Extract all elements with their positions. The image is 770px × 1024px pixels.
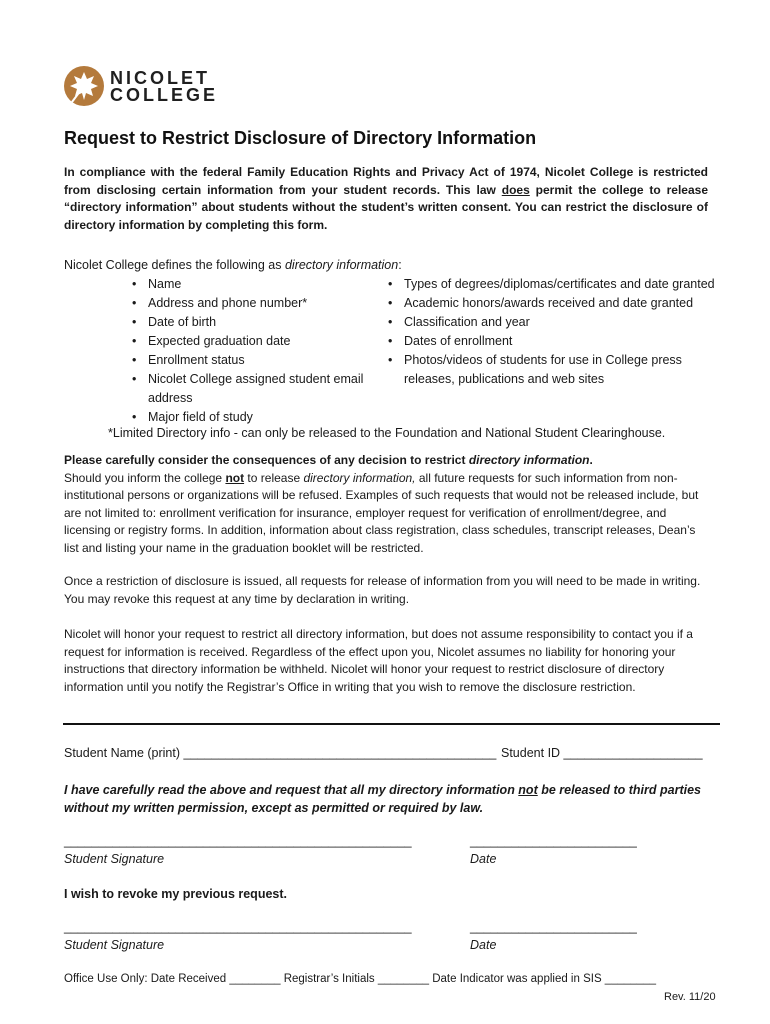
leaf-emblem-icon [64,64,104,108]
request-statement: I have carefully read the above and request that all my directory information not be released to third parties without my written permission, except as permitted or required by law. [64,783,701,815]
office-use-line: Office Use Only: Date Received ________ Registrar’s Initials ________ Date Indicator was applied in SIS ________ [64,973,656,985]
list-item: • Major field of study [130,408,370,427]
logo-wordmark: NICOLET COLLEGE [110,68,219,105]
list-item: • Photos/videos of students for use in College press releases, publications and web sites [386,351,720,389]
list-item: • Dates of enrollment [386,332,720,351]
list-item: • Academic honors/awards received and date granted [386,294,720,313]
list-item: • Types of degrees/diplomas/certificates and date granted [386,275,720,294]
date-line-2[interactable]: ________________________ [470,920,637,934]
once-paragraph: Once a restriction of disclosure is issued, all requests for release of information from you will need to be made in writing. You may revoke this request at any time by declaration in writing. [64,574,701,606]
list-item: • Expected graduation date [130,332,370,351]
definition-lead: Nicolet College defines the following as directory information: [64,258,402,272]
left-list [130,275,370,427]
revision-label: Rev. 11/20 [664,991,716,1003]
student-name-field[interactable]: Student Name (print) _____________________________________________ [64,746,497,760]
signature-label-2: Student Signature [64,938,165,952]
intro-paragraph: In compliance with the federal Family Education Rights and Privacy Act of 1974, Nicolet College is restricted from disclosing certain information from your student records. This law does permit the college to release “directory information” about students without the student’s written consent. You can restrict the disclosure of directory information by completing this form. [64,165,708,232]
list-item: • Classification and year [386,313,720,332]
revoke-heading: I wish to revoke my previous request. [64,887,287,901]
signature-label-1: Student Signature [64,852,165,866]
list-item: • Date of birth [130,313,370,332]
signature-line-1[interactable]: __________________________________________________ [64,834,412,848]
page-title: Request to Restrict Disclosure of Directory Information [64,128,537,148]
date-label-1: Date [470,852,497,866]
date-label-2: Date [470,938,497,952]
date-line-1[interactable]: ________________________ [470,834,637,848]
honor-paragraph: Nicolet will honor your request to restrict all directory information, but does not assume responsibility to contact you if a request for information is received. Regardless of the effect upon you, Nicolet assumes no liability for honoring your instructions that directory information be withheld. Nicolet will honor your request to restrict disclosure of directory information until you notify the Registrar’s Office in writing that you wish to remove the disclosure restriction. [64,627,693,694]
right-list [386,275,720,389]
list-item: • Address and phone number* [130,294,370,313]
divider-line [63,723,720,725]
limited-note: *Limited Directory info - can only be released to the Foundation and National Student Clearinghouse. [108,426,666,440]
student-id-field[interactable]: Student ID ____________________ [501,746,703,760]
list-item: • Name [130,275,370,294]
consequences-paragraph: Please carefully consider the consequences of any decision to restrict directory information. Should you inform the college not to release directory information, all future requests for such information from non-institutional persons or organizations will be refused. Examples of such requests that would not be released include, but are not limited to: enrollment verification for insurance, employer request for verification of enrollment/degree, and licensing or registry forms. In addition, information about class registration, class schedules, transcript releases, Dean’s list and listing your name in the graduation booklet will be restricted. [64,453,699,555]
list-item: • Enrollment status [130,351,370,370]
signature-line-2[interactable]: __________________________________________________ [64,920,412,934]
list-item: • Nicolet College assigned student email address [130,370,370,408]
